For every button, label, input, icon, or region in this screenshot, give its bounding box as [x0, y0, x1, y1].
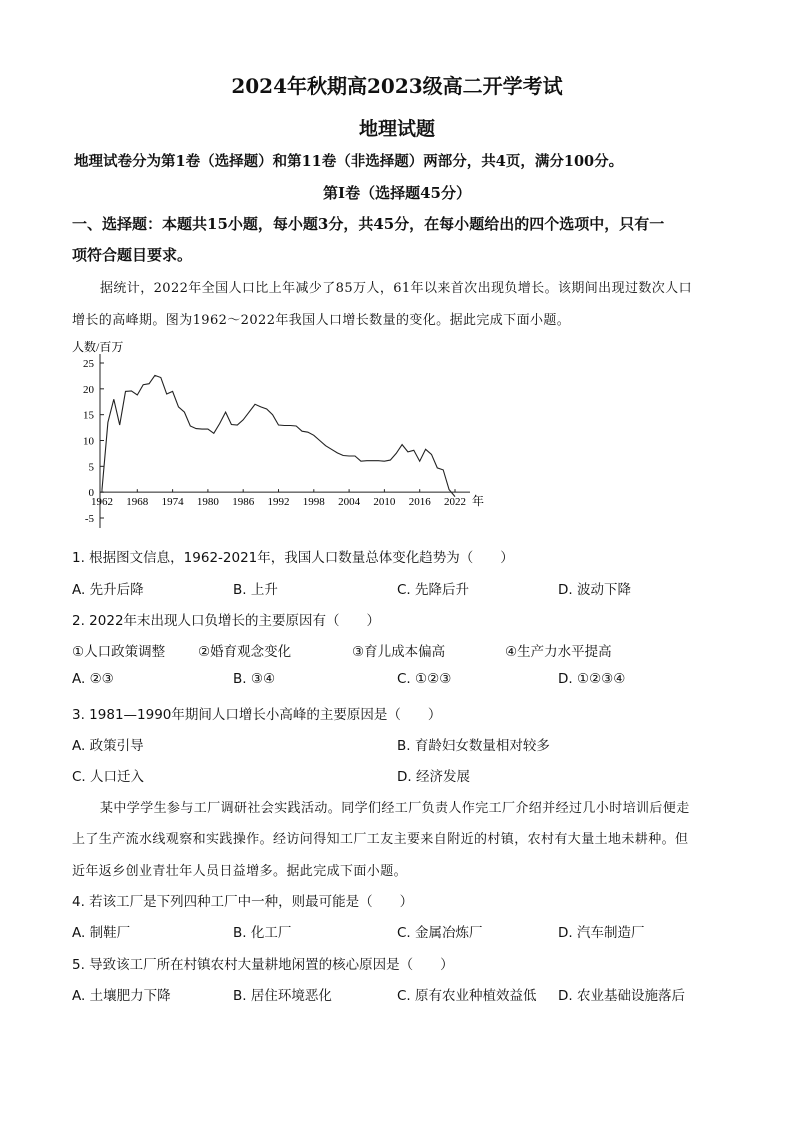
instruction-line-1: 一、选择题：本题共15小题，每小题3分，共45分，在每小题给出的四个选项中，只有一	[72, 215, 665, 233]
question-2-stem: 2. 2022年末出现人口负增长的主要原因有（ ）	[72, 613, 381, 629]
question-5-stem: 5. 导致该工厂所在村镇农村大量耕地闲置的核心原因是（ ）	[72, 957, 454, 973]
x-tick-label: 1962	[91, 496, 113, 509]
y-tick-label: -5	[84, 513, 94, 525]
subject-title: 地理试题	[358, 118, 435, 140]
q3-option-c[interactable]: C. 人口迁入	[72, 769, 145, 785]
q5-option-b[interactable]: B. 居住环境恶化	[233, 988, 332, 1004]
q3-option-b[interactable]: B. 育龄妇女数量相对较多	[397, 738, 550, 754]
q2-option-a[interactable]: A. ②③	[72, 671, 114, 687]
q4-option-c[interactable]: C. 金属冶炼厂	[397, 925, 483, 941]
x-tick-label: 1980	[196, 496, 219, 509]
x-axis-label: 年	[472, 494, 485, 509]
q3-option-d[interactable]: D. 经济发展	[397, 769, 470, 785]
exam-title: 2024年秋期高2023级高二开学考试	[231, 74, 563, 98]
q1-option-d[interactable]: D. 波动下降	[558, 582, 631, 598]
q5-option-a[interactable]: A. 土壤肥力下降	[72, 988, 171, 1004]
x-tick-label: 1968	[126, 496, 149, 509]
y-tick-label: 10	[83, 435, 94, 448]
y-tick-label: 0	[88, 487, 94, 500]
passage2-line-3: 近年返乡创业青壮年人员日益增多。据此完成下面小题。	[72, 864, 408, 879]
question-3-stem: 3. 1981—1990年期间人口增长小高峰的主要原因是（ ）	[72, 707, 442, 723]
x-tick-label: 1986	[232, 496, 255, 509]
passage1-line-2: 增长的高峰期。图为1962～2022年我国人口增长数量的变化。据此完成下面小题。	[72, 313, 571, 328]
q2-option-c[interactable]: C. ①②③	[397, 671, 452, 687]
q1-option-a[interactable]: A. 先升后降	[72, 582, 144, 598]
q2-factor-4: ④生产力水平提高	[505, 644, 612, 660]
y-tick-label: 25	[83, 358, 94, 370]
q4-option-d[interactable]: D. 汽车制造厂	[558, 925, 645, 941]
x-tick-label: 2016	[408, 496, 431, 509]
q1-option-c[interactable]: C. 先降后升	[397, 582, 470, 598]
question-4-stem: 4. 若该工厂是下列四种工厂中一种，则最可能是（ ）	[72, 894, 414, 910]
q2-factor-1: ①人口政策调整	[72, 644, 166, 660]
x-tick-label: 2010	[373, 496, 396, 509]
question-1-stem: 1. 根据图文信息，1962-2021年，我国人口数量总体变化趋势为（ ）	[72, 550, 514, 566]
passage2-line-2: 上了生产流水线观察和实践操作。经访问得知工厂工友主要来自附近的村镇，农村有大量土地未耕种。但	[72, 832, 689, 847]
x-tick-label: 2022	[444, 496, 466, 509]
x-tick-label: 2004	[338, 496, 361, 509]
x-tick-label: 1992	[267, 496, 290, 509]
population-growth-line	[102, 375, 455, 496]
x-tick-label: 1998	[302, 496, 325, 509]
y-tick-label: 15	[83, 409, 94, 422]
section-title: 第I卷（选择题45分）	[323, 184, 471, 202]
y-tick-label: 5	[88, 461, 94, 474]
q2-option-b[interactable]: B. ③④	[233, 671, 276, 687]
x-tick-label: 1974	[161, 496, 184, 509]
passage2-line-1: 某中学学生参与工厂调研社会实践活动。同学们经工厂负责人作完工厂介绍并经过几小时培训后便走	[100, 801, 690, 816]
instruction-line-2: 项符合题目要求。	[72, 246, 193, 264]
y-tick-label: 20	[83, 383, 94, 396]
population-growth-chart	[60, 332, 500, 532]
q1-option-b[interactable]: B. 上升	[233, 582, 278, 598]
q2-factor-3: ③育儿成本偏高	[352, 644, 446, 660]
q4-option-a[interactable]: A. 制鞋厂	[72, 925, 131, 941]
q2-factor-2: ②婚育观念变化	[198, 644, 292, 660]
paper-note: 地理试卷分为第1卷（选择题）和第11卷（非选择题）两部分，共4页，满分100分。	[74, 153, 624, 170]
q2-option-d[interactable]: D. ①②③④	[558, 671, 626, 687]
q5-option-d[interactable]: D. 农业基础设施落后	[558, 988, 685, 1004]
q5-option-c[interactable]: C. 原有农业种植效益低	[397, 988, 537, 1004]
y-axis-label: 人数/百万	[72, 340, 124, 354]
q3-option-a[interactable]: A. 政策引导	[72, 738, 144, 754]
passage1-line-1: 据统计，2022年全国人口比上年减少了85万人，61年以来首次出现负增长。该期间出现过数次人口	[100, 281, 692, 296]
q4-option-b[interactable]: B. 化工厂	[233, 925, 292, 941]
